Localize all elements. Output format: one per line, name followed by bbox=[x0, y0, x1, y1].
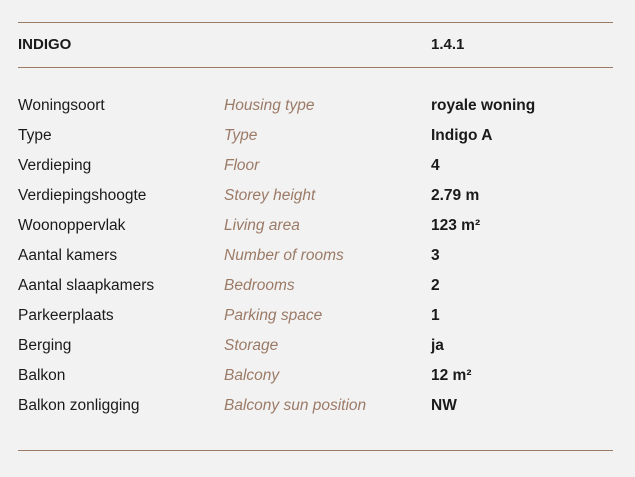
spec-header bbox=[18, 36, 613, 56]
label-dutch: Balkon zonligging bbox=[18, 397, 140, 414]
spec-value: 2 bbox=[431, 277, 440, 294]
spec-value: 2.79 m bbox=[431, 187, 480, 204]
spec-row-bedrooms bbox=[18, 274, 613, 304]
label-english: Parking space bbox=[224, 307, 323, 324]
label-dutch: Parkeerplaats bbox=[18, 307, 114, 324]
label-dutch: Woonoppervlak bbox=[18, 217, 126, 234]
spec-row-living-area bbox=[18, 214, 613, 244]
label-dutch: Balkon bbox=[18, 367, 66, 384]
label-dutch: Aantal slaapkamers bbox=[18, 277, 155, 294]
label-english: Bedrooms bbox=[224, 277, 295, 294]
spec-row-balcony-sun-position bbox=[18, 394, 613, 424]
label-dutch: Berging bbox=[18, 337, 72, 354]
label-english: Living area bbox=[224, 217, 300, 234]
spec-row-balcony bbox=[18, 364, 613, 394]
bottom-divider bbox=[18, 450, 613, 451]
label-english: Balcony sun position bbox=[224, 397, 367, 414]
spec-table bbox=[18, 94, 613, 424]
label-english: Storey height bbox=[224, 187, 316, 204]
spec-value: royale woning bbox=[431, 97, 536, 114]
spec-row-storey-height bbox=[18, 184, 613, 214]
spec-value: 1 bbox=[431, 307, 440, 324]
top-divider bbox=[18, 22, 613, 23]
label-dutch: Aantal kamers bbox=[18, 247, 118, 264]
spec-value: ja bbox=[431, 337, 444, 354]
spec-row-housing-type bbox=[18, 94, 613, 124]
spec-value: 123 m² bbox=[431, 217, 481, 234]
spec-row-floor bbox=[18, 154, 613, 184]
label-dutch: Verdiepingshoogte bbox=[18, 187, 147, 204]
label-english: Number of rooms bbox=[224, 247, 344, 264]
label-english: Type bbox=[224, 127, 258, 144]
header-divider bbox=[18, 67, 613, 68]
unit-code: 1.4.1 bbox=[431, 36, 465, 53]
label-english: Housing type bbox=[224, 97, 315, 114]
label-english: Floor bbox=[224, 157, 260, 174]
spec-value: 12 m² bbox=[431, 367, 472, 384]
label-dutch: Type bbox=[18, 127, 52, 144]
label-dutch: Woningsoort bbox=[18, 97, 105, 114]
spec-value: NW bbox=[431, 397, 457, 414]
spec-row-parking-space bbox=[18, 304, 613, 334]
spec-value: 4 bbox=[431, 157, 440, 174]
label-english: Storage bbox=[224, 337, 279, 354]
spec-row-type bbox=[18, 124, 613, 154]
spec-value: Indigo A bbox=[431, 127, 493, 144]
spec-row-storage bbox=[18, 334, 613, 364]
label-english: Balcony bbox=[224, 367, 280, 384]
spec-row-number-of-rooms bbox=[18, 244, 613, 274]
label-dutch: Verdieping bbox=[18, 157, 92, 174]
unit-title: INDIGO bbox=[18, 36, 72, 53]
spec-value: 3 bbox=[431, 247, 440, 264]
